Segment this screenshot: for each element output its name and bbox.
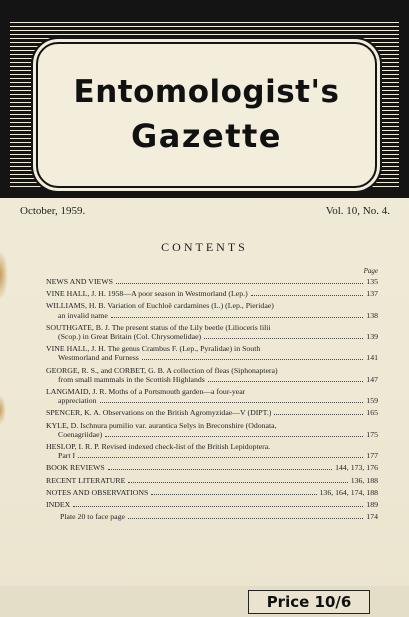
toc-entry [46, 344, 378, 362]
toc-entry-page: 144, 173, 176 [335, 463, 378, 473]
dot-leader [151, 488, 316, 495]
toc-entry-page: 135 [366, 277, 378, 286]
journal-title-line1: Entomologist's [73, 74, 340, 110]
toc-entry-page: 136, 164, 174, 188 [319, 487, 378, 497]
toc-entry-title: GEORGE, R. S., and CORBET, G. B. A collection of fleas (Siphonaptera) [46, 365, 278, 375]
dot-leader [111, 311, 364, 318]
dot-leader [208, 375, 363, 382]
toc-entry-title: HESLOP, I. R. P. Revised indexed check-list of the British Lepidoptera. [46, 442, 271, 452]
dot-leader [251, 289, 364, 296]
dot-leader [128, 476, 347, 483]
toc-entry-title-cont: Westmorland and Furness [58, 353, 139, 363]
dot-leader [73, 500, 363, 507]
contents-heading: CONTENTS [161, 240, 248, 254]
toc-entry-title: Plate 20 to face page [60, 512, 125, 522]
toc-entry-title: RECENT LITERATURE [46, 475, 126, 485]
toc-entry [46, 408, 378, 417]
toc-entry-page: 136, 188 [350, 475, 378, 485]
toc-entry-page: 159 [366, 396, 378, 406]
toc-entry-page: 137 [366, 289, 378, 299]
toc-entry [46, 277, 378, 286]
toc-entry-title: VINE HALL, J. H. The genus Crambus F. (Lep., Pyralidae) in South [46, 344, 261, 354]
toc-entry-title: WILLIAMS, H. B. Variation of Euchloë cardamines (L.) (Lep., Pieridae) [46, 301, 274, 311]
dot-leader [108, 463, 332, 470]
toc-entry-page: 138 [366, 310, 378, 320]
toc-entry-title-cont: Coenagriidae) [58, 429, 103, 439]
toc-entry-title: KYLE, D. Ischnura pumilio var. aurantica Selys in Breconshire (Odonata, [46, 420, 277, 430]
issue-date: October, 1959. [20, 205, 86, 217]
toc-entry [46, 301, 378, 319]
toc-spacer [46, 521, 378, 524]
journal-title-line2: Gazette [131, 117, 282, 155]
toc-entry-page: 174 [366, 512, 378, 522]
toc-entry-title: SPENCER, K. A. Observations on the British Agromyzidae—V (DIPT.) [46, 408, 272, 418]
toc-entry [46, 289, 378, 298]
dot-leader [105, 430, 363, 437]
toc-entry-title-cont: appreciation [58, 396, 97, 406]
toc-entry-title: VINE HALL, J. H. 1958—A poor season in Westmorland (Lep.) [46, 289, 248, 299]
toc-entry [46, 463, 378, 472]
toc-entry-title-cont: Part I [58, 451, 76, 461]
dot-leader [100, 396, 364, 403]
toc-entry-title-cont: an invalid name [58, 310, 108, 320]
toc-entry-page: 139 [366, 332, 378, 342]
toc-entry-title: SOUTHGATE, B. J. The present status of the Lily beetle (Lilioceris lilii [46, 322, 271, 332]
toc-entry [46, 512, 378, 521]
price-label: Price 10/6 [248, 590, 370, 614]
toc-entry-page: 165 [366, 408, 378, 418]
toc-entry-title: INDEX [46, 500, 71, 510]
dot-leader [128, 512, 363, 519]
dot-leader [142, 353, 364, 360]
table-of-contents [46, 277, 378, 524]
issue-volume: Vol. 10, No. 4. [325, 205, 390, 217]
toc-entry-title: NOTES AND OBSERVATIONS [46, 487, 149, 497]
title-panel [36, 42, 377, 188]
toc-entry-page: 189 [366, 500, 378, 510]
toc-entry [46, 366, 378, 384]
toc-entry-title: BOOK REVIEWS [46, 463, 105, 473]
toc-entry-page: 141 [366, 353, 378, 363]
paper-stain [0, 250, 8, 300]
toc-entry [46, 488, 378, 497]
toc-entry-title: NEWS AND VIEWS [46, 277, 113, 286]
issue-info [20, 205, 390, 221]
toc-entry [46, 421, 378, 439]
toc-entry [46, 323, 378, 341]
dot-leader [78, 451, 363, 458]
toc-entry [46, 500, 378, 509]
dot-leader [204, 332, 363, 339]
toc-entry-page: 177 [366, 451, 378, 461]
toc-entry [46, 442, 378, 460]
page-column-label: Page [363, 267, 378, 275]
toc-entry-title-cont: from small mammals in the Scottish Highlands [58, 374, 205, 384]
dot-leader [116, 277, 363, 284]
toc-entry-title-cont: (Scop.) in Great Britain (Col. Chrysomelidae) [58, 332, 202, 342]
header-band [0, 0, 409, 198]
toc-entry-page: 147 [366, 374, 378, 384]
paper-stain [0, 395, 6, 425]
toc-entry-title: LANGMAID, J. R. Moths of a Portsmouth garden—a four-year [46, 387, 246, 397]
toc-entry-page: 175 [366, 429, 378, 439]
dot-leader [274, 408, 363, 415]
toc-entry [46, 387, 378, 405]
toc-entry [46, 476, 378, 485]
